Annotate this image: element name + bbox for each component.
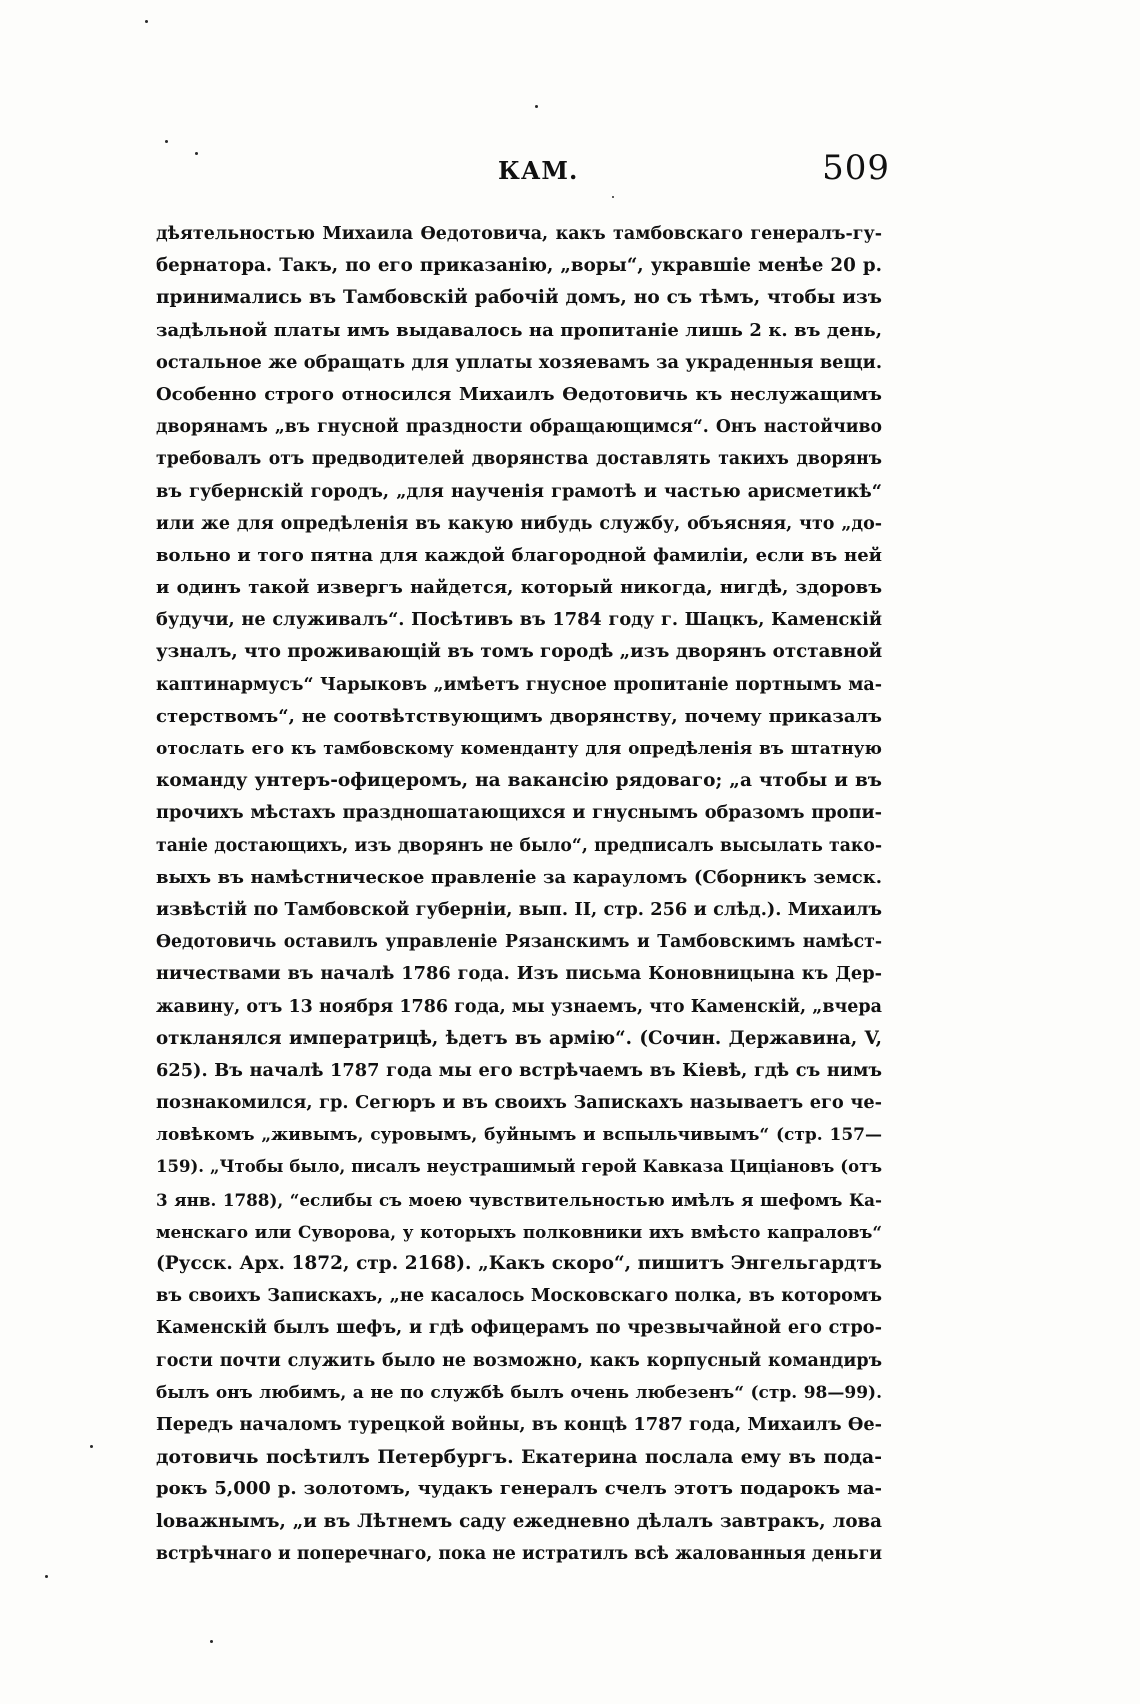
text-line: въ губернскій городъ, „для наученія грамотѣ и частью арисметикѣ“: [156, 480, 882, 502]
text-line: таніе достающихъ, изъ дворянъ не было“, предписалъ высылать тако-: [156, 835, 882, 856]
page-number: 509: [822, 148, 890, 188]
text-line: ловѣкомъ „живымъ, суровымъ, буйнымъ и вспыльчивымъ“ (стр. 157—: [156, 1125, 882, 1146]
body-text: [156, 218, 882, 1570]
text-line: рокъ 5,000 р. золотомъ, чудакъ генералъ счелъ этотъ подарокъ ма-: [156, 1478, 882, 1500]
text-line: будучи, не служивалъ“. Посѣтивъ въ 1784 году г. Шацкъ, Каменскій: [156, 609, 882, 631]
text-line: отослать его къ тамбовскому коменданту для опредѣленія въ штатную: [156, 739, 882, 759]
text-line: былъ онъ любимъ, а не по службѣ былъ очень любезенъ“ (стр. 98—99).: [156, 1382, 882, 1403]
text-line: (Русск. Арх. 1872, стр. 2168). „Какъ скоро“, пишитъ Энгельгардтъ: [156, 1253, 882, 1274]
text-line: ничествами въ началѣ 1786 года. Изъ письма Коновницына къ Дер-: [156, 963, 882, 985]
text-line: задѣльной платы имъ выдавалось на пропитаніе лишь 2 к. въ день,: [156, 319, 882, 341]
text-line: каптинармусъ“ Чарыковъ „имѣетъ гнусное пропитаніе портнымъ ма-: [156, 674, 882, 695]
text-line: гости почти служить было не возможно, какъ корпусный командиръ: [156, 1350, 882, 1371]
text-line: встрѣчнаго и поперечнаго, пока не истратилъ всѣ жалованныя деньги: [156, 1543, 882, 1564]
text-line: Передъ началомъ турецкой войны, въ концѣ 1787 года, Михаилъ Ѳе-: [156, 1413, 882, 1435]
text-line: и одинъ такой извергъ найдется, который никогда, нигдѣ, здоровъ: [156, 577, 882, 599]
page-header: [145, 148, 890, 192]
running-head: КАМ.: [498, 156, 579, 185]
text-line: 625). Въ началѣ 1787 года мы его встрѣчаемъ въ Кіевѣ, гдѣ съ нимъ: [156, 1059, 882, 1081]
text-line: или же для опредѣленія въ какую нибудь службу, объясняя, что „до-: [156, 513, 882, 534]
text-line: познакомился, гр. Сегюръ и въ своихъ Запискахъ называетъ его че-: [156, 1092, 882, 1114]
scan-speck: [90, 1445, 93, 1448]
text-line: въ своихъ Запискахъ, „не касалось Московскаго полка, въ которомъ: [156, 1285, 882, 1307]
scan-speck: [210, 1640, 213, 1643]
text-line: откланялся императрицѣ, ѣдетъ въ армію“. (Сочин. Державина, V,: [156, 1027, 882, 1049]
text-line: 159). „Чтобы было, писалъ неустрашимый герой Кавказа Циціановъ (отъ: [156, 1157, 882, 1177]
text-line: выхъ въ намѣстническое правленіе за карауломъ (Сборникъ земск.: [156, 866, 882, 888]
text-line: узналъ, что проживающій въ томъ городѣ „изъ дворянъ отставной: [156, 641, 882, 663]
text-line: 3 янв. 1788), “еслибы съ моею чувствительностью имѣлъ я шефомъ Ка-: [156, 1189, 882, 1210]
scan-speck: [535, 105, 538, 108]
text-line: жавину, отъ 13 ноября 1786 года, мы узнаемъ, что Каменскій, „вчера: [156, 996, 882, 1017]
text-line: вольно и того пятна для каждой благородной фамиліи, если въ ней: [156, 544, 882, 566]
text-line: Особенно строго относился Михаилъ Ѳедотовичь къ неслужащимъ: [156, 383, 882, 405]
text-line: извѣстій по Тамбовской губерніи, вып. II, стр. 256 и слѣд.). Михаилъ: [156, 898, 882, 920]
text-line: дотовичь посѣтилъ Петербургъ. Екатерина послала ему въ пода-: [156, 1446, 882, 1469]
scan-speck: [165, 140, 168, 143]
text-line: дворянамъ „въ гнусной праздности обращающимся“. Онъ настойчиво: [156, 417, 882, 438]
text-line: принимались въ Тамбовскій рабочій домъ, но съ тѣмъ, чтобы изъ: [156, 287, 882, 309]
text-line: loважнымъ, „и въ Лѣтнемъ саду ежедневно дѣлалъ завтракъ, лова: [156, 1510, 882, 1532]
text-line: Каменскій былъ шефъ, и гдѣ офицерамъ по чрезвычайной его стро-: [156, 1317, 882, 1339]
text-line: команду унтеръ-офицеромъ, на вакансію рядоваго; „а чтобы и въ: [156, 770, 882, 792]
text-line: дѣятельностью Михаила Ѳедотовича, какъ тамбовскаго генералъ-гу-: [156, 224, 882, 244]
text-line: прочихъ мѣстахъ праздношатающихся и гнуснымъ образомъ пропи-: [156, 802, 882, 824]
text-line: требовалъ отъ предводителей дворянства доставлять такихъ дворянъ: [156, 449, 882, 470]
scan-speck: [45, 1575, 48, 1578]
text-line: стерствомъ“, не соотвѣтствующимъ дворянству, почему приказалъ: [156, 705, 882, 727]
scan-speck: [145, 20, 148, 23]
text-line: Ѳедотовичь оставилъ управленіе Рязанскимъ и Тамбовскимъ намѣст-: [156, 932, 882, 953]
text-line: менскаго или Суворова, у которыхъ полковники ихъ вмѣсто капраловъ“: [156, 1221, 882, 1242]
text-line: бернатора. Такъ, по его приказанію, „воры“, укравшіе менѣе 20 р.: [156, 255, 882, 277]
scan-speck: [612, 196, 614, 198]
text-line: остальное же обращать для уплаты хозяевамъ за украденныя вещи.: [156, 351, 882, 373]
